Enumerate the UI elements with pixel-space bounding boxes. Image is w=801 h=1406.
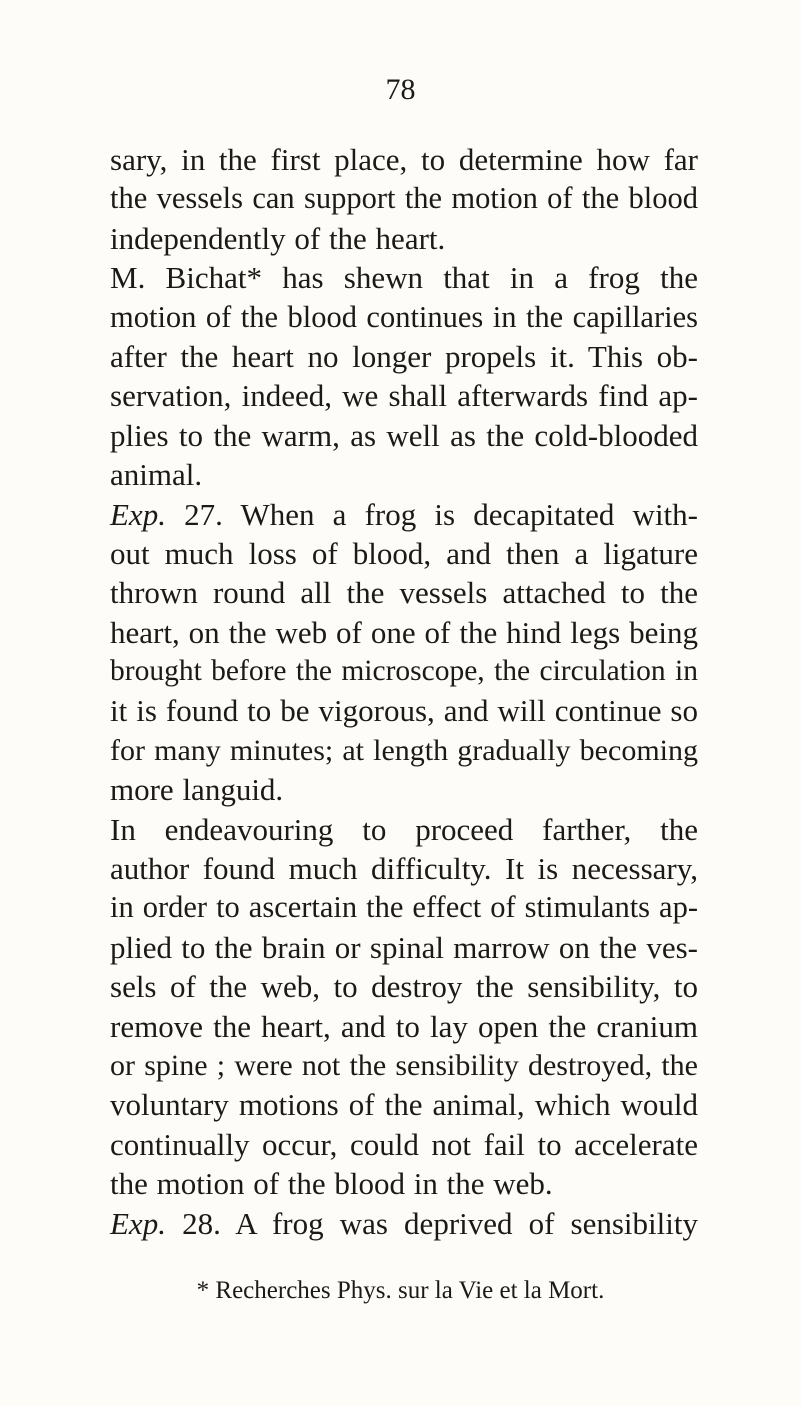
text-line: in order to ascertain the effect of stimulants ap- <box>110 890 698 925</box>
text-line: author found much difficulty. It is necessary, <box>110 851 698 887</box>
footnote: * Recherches Phys. sur la Vie et la Mort. <box>196 1277 605 1304</box>
text-line: remove the heart, and to lay open the cranium <box>110 1008 698 1044</box>
text-line: brought before the microscope, the circulation in <box>110 655 698 688</box>
body-text <box>110 140 698 1243</box>
text-line: the motion of the blood in the web. <box>110 1166 553 1202</box>
text-line: thrown round all the vessels attached to the <box>110 575 698 611</box>
text-line: voluntary motions of the animal, which would <box>110 1087 698 1123</box>
text-line: sary, in the first place, to determine how far <box>110 142 698 177</box>
experiment-label: Exp. <box>110 1205 166 1241</box>
text-line: animal. <box>110 457 203 493</box>
experiment-text: 28. A frog was deprived of sensibility <box>182 1205 698 1241</box>
text-line: In endeavouring to proceed farther, the <box>110 811 698 847</box>
text-line: for many minutes; at length gradually becoming <box>110 733 698 767</box>
text-line: sels of the web, to destroy the sensibility, to <box>110 969 698 1005</box>
text-line: plied to the brain or spinal marrow on the ves- <box>110 929 698 965</box>
experiment-label: Exp. <box>110 496 166 532</box>
text-line: heart, on the web of one of the hind legs being <box>110 614 698 650</box>
text-line: out much loss of blood, and then a ligature <box>110 535 698 571</box>
text-line: continually occur, could not fail to accelerate <box>110 1126 698 1162</box>
text-line: the vessels can support the motion of the blood <box>110 181 698 216</box>
experiment-text: 27. When a frog is decapitated with- <box>184 496 698 532</box>
text-line: plies to the warm, as well as the cold-blooded <box>110 417 698 453</box>
page-number: 78 <box>385 73 416 106</box>
text-line <box>110 495 698 534</box>
text-line: independently of the heart. <box>110 220 446 256</box>
text-line: motion of the blood continues in the capillaries <box>110 299 698 334</box>
text-line: or spine ; were not the sensibility destroyed, the <box>110 1048 698 1082</box>
text-line: after the heart no longer propels it. This ob- <box>110 338 698 374</box>
text-line: it is found to be vigorous, and will continue so <box>110 693 698 729</box>
text-line <box>110 1204 698 1243</box>
text-line: more languid. <box>110 772 284 808</box>
text-line: servation, indeed, we shall afterwards find ap- <box>110 378 698 414</box>
text-line: M. Bichat* has shewn that in a frog the <box>110 260 698 296</box>
